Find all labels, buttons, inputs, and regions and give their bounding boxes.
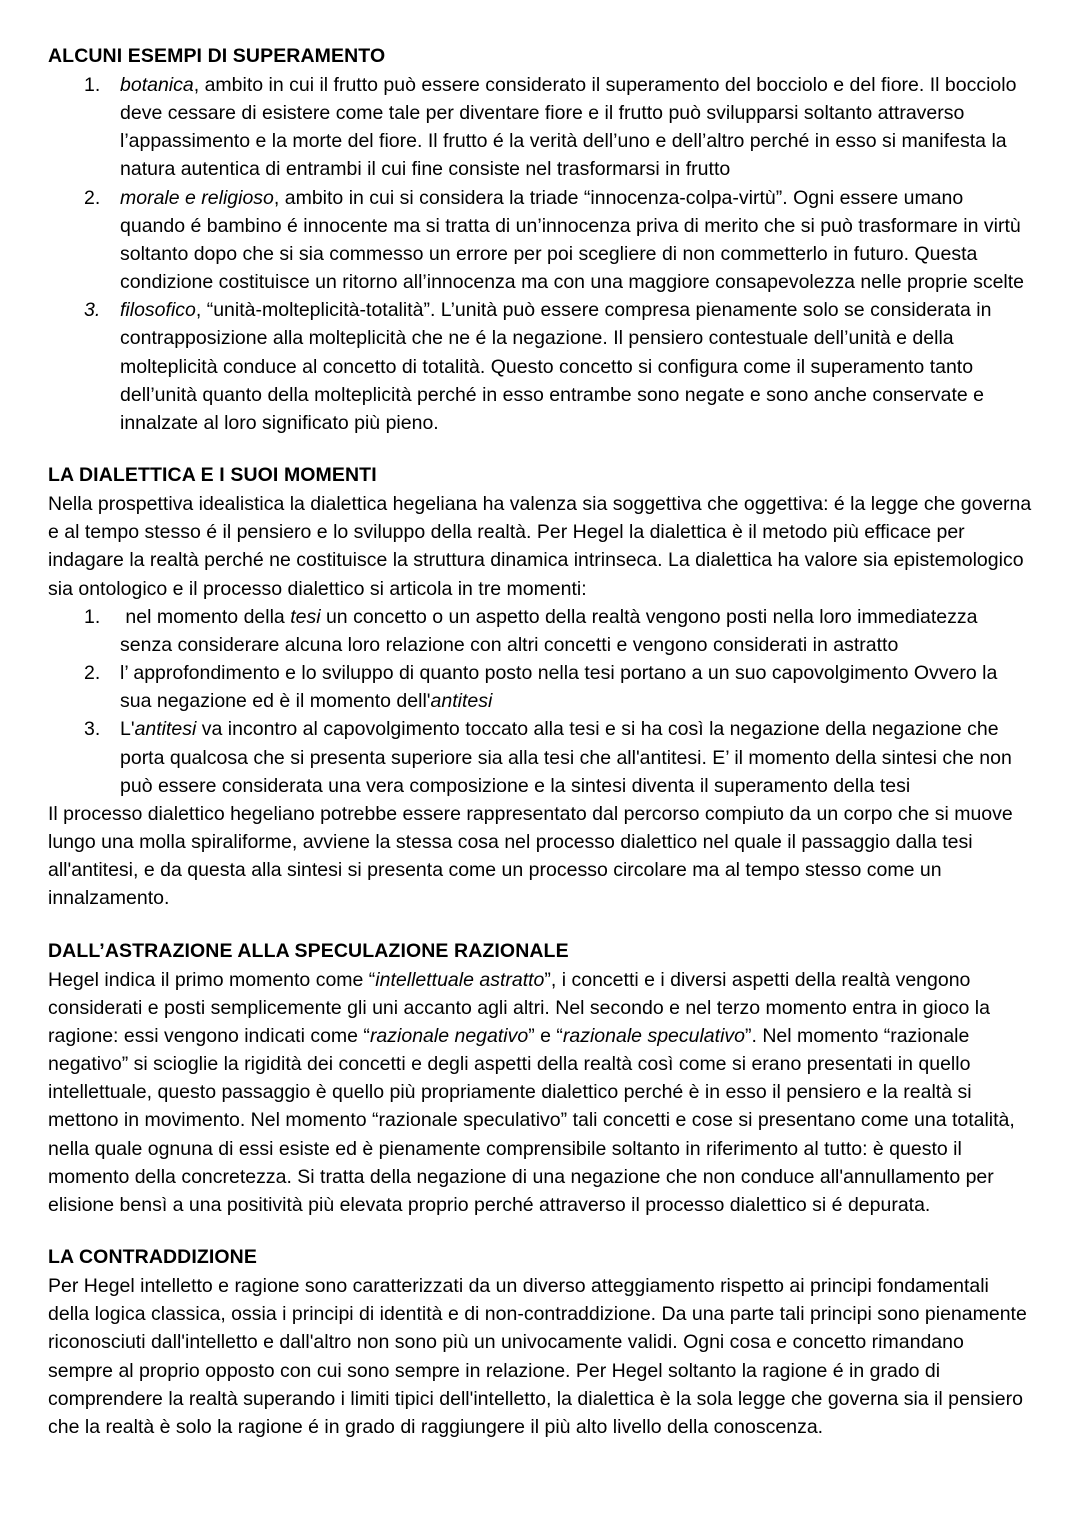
paragraph-part: ”, i concetti e i diversi aspetti della realtà vengono considerati e posti semplicemente gli uni accanto agli altri. Nel secondo e nel terzo momento entra in gioco la ragione: essi vengono indicati come “ [48,968,996,1047]
section-heading-dialettica-momenti: LA DIALETTICA E I SUOI MOMENTI [48,464,377,487]
list-item-text: ambito in cui il frutto può essere considerato il superamento del bocciolo e del fiore. Il bocciolo deve cessare di esistere come tale per diventare fiore e il frutto può svilupparsi soltanto attraverso l’appassimento e la morte del fiore. Il frutto é la verità dell’uno e dell’altro perché in esso si manifesta la natura autentica di entrambi il cui fine consiste nel trasformarsi in frutto [120,73,1022,181]
list-item-text-after: va incontro al capovolgimento toccato alla tesi e si ha così la negazione della negazione che porta qualcosa che si presenta superiore sia alla tesi che all'antitesi. E’ il momento della sintesi che non può essere considerata una vera composizione e la sintesi diventa il superamento della tesi [120,718,1018,797]
list-item-text-after: un concetto o un aspetto della realtà vengono posti nella loro immediatezza senza considerare alcuna loro relazione con altri concetti e vengono considerati in astratto [120,605,983,656]
paragraph-astrazione-speculazione [48,966,1032,1220]
list-item [48,659,1032,715]
list-item-lead-separator: , [195,299,207,322]
list-item [48,184,1032,297]
italic-term-intellettuale-astratto: intellettuale astratto [375,968,545,991]
section-heading-astrazione-speculazione: DALL’ASTRAZIONE ALLA SPECULAZIONE RAZIONALE [48,939,569,962]
italic-term-razionale-speculativo: razionale speculativo [562,1024,745,1047]
list-item-lead-italic: morale e religioso [120,186,274,209]
list-item-lead-italic: filosofico [120,299,196,322]
italic-term-razionale-negativo: razionale negativo [369,1024,529,1047]
list-item-italic-term: antitesi [430,690,493,713]
paragraph-dialettica-intro: Nella prospettiva idealistica la dialettica hegeliana ha valenza sia soggettiva che oggettiva: é la legge che governa e al tempo stesso é il pensiero e lo sviluppo della realtà. Per Hegel la dialettica è il metodo più efficace per indagare la realtà perché ne costituisce la struttura dinamica intrinseca. La dialettica ha valore sia epistemologico sia ontologico e il processo dialettico si articola in tre momenti: [48,493,1037,600]
section-heading-contraddizione: LA CONTRADDIZIONE [48,1246,257,1269]
list-item-text: “unità-molteplicità-totalità”. L’unità può essere compresa pienamente solo se considerata in contrapposizione alla molteplicità che ne é la negazione. Il pensiero contestuale dell’unità e della molteplicità conduce al concetto di totalità. Questo concetto si configura come il superamento tanto dell’unità quanto della molteplicità perché in esso entrambe sono negate e sono anche conservate e innalzate al loro significato più pieno. [120,299,997,434]
list-item-text-before: l’ approfondimento e lo sviluppo di quanto posto nella tesi portano a un suo capovolgimento Ovvero la sua negazione ed è il momento dell' [120,662,1003,713]
section-esempi-superamento [48,44,1032,437]
paragraph-part: ”. Nel momento “razionale negativo” si scioglie la rigidità dei concetti e degli aspetti della realtà così come si erano presentati in quello intellettuale, questo passaggio è quello più propriamente dialettico perché è in esso il pensiero e la realtà si mettono in movimento. Nel momento “razionale speculativo” tali concetti e cose si presentano come una totalità, nella quale ognuna di essi esiste ed è pienamente comprensibile soltanto in riferimento al tutto: è questo il momento della concretezza. Si tratta della negazione di una negazione che non conduce all'annullamento per elisione bensì a una positività più elevata proprio perché attraverso il processo dialettico si é depurata. [48,1024,1021,1216]
section-contraddizione [48,1245,1032,1441]
paragraph-dialettica-outro: Il processo dialettico hegeliano potrebbe essere rappresentato dal percorso compiuto da un corpo che si muove lungo una molla spiraliforme, avviene la stessa cosa nel processo dialettico nel quale il passaggio dalla tesi all'antitesi, e da questa alla sintesi si presenta come un processo circolare ma al tempo stesso come un innalzamento. [48,802,1019,910]
list-item-text-before: L' [120,718,135,741]
list-item-text: ambito in cui si considera la triade “innocenza-colpa-virtù”. Ogni essere umano quando é bambino é innocente ma si tratta di un’innocenza priva di merito che si può trasformare in virtù soltanto dopo che si sia commesso un errore per poi scegliere di non commetterlo in futuro. Questa condizione costituisce un ritorno all’innocenza ma con una maggiore consapevolezza nelle proprie scelte [120,186,1027,294]
list-item-lead-italic: botanica [120,73,194,96]
list-item-lead-separator: , [273,186,285,209]
paragraph-part: ” e “ [528,1024,563,1047]
list-dialettica-momenti [48,603,1032,800]
paragraph-contraddizione: Per Hegel intelletto e ragione sono caratterizzati da un diverso atteggiamento rispetto ai principi fondamentali della logica classica, ossia i principi di identità e di non-contraddizione. Da una parte tali principi sono pienamente riconosciuti dall'intelletto e dall'altro non sono più un univocamente validi. Ogni cosa e concetto rimandano sempre al proprio opposto con cui sono sempre in relazione. Per Hegel soltanto la ragione é in grado di comprendere la realtà superando i limiti tipici dell'intelletto, la dialettica è la sola legge che governa sia il pensiero che la realtà è solo la ragione é in grado di raggiungere il più alto livello della conoscenza. [48,1275,1033,1438]
section-dialettica-momenti [48,463,1037,913]
section-heading-esempi-superamento: ALCUNI ESEMPI DI SUPERAMENTO [48,45,386,67]
list-item [48,296,1032,437]
list-item-lead-separator: , [193,73,205,96]
list-item-italic-term: tesi [290,605,321,628]
list-item [48,603,1032,659]
list-item-text-before: nel momento della [120,605,291,628]
list-esempi-superamento [48,71,1032,437]
list-item [48,715,1032,800]
paragraph-part: Hegel indica il primo momento come “ [48,968,376,991]
list-item-italic-term: antitesi [134,718,197,741]
list-item [48,71,1032,184]
section-astrazione-speculazione [48,939,1032,1219]
